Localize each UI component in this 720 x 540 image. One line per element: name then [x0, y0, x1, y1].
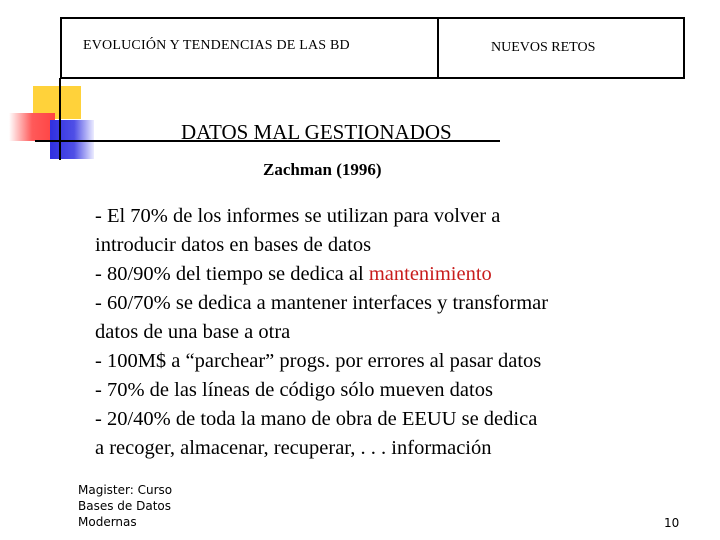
body-line-text: - 60/70% se dedica a mantener interfaces y transformar: [95, 292, 549, 314]
footer-line: Magister: Curso: [78, 483, 173, 497]
footer-course-label: [78, 482, 172, 530]
slide-body: [95, 202, 675, 463]
body-line: [95, 202, 675, 231]
page-number: 10: [664, 516, 680, 530]
slide-title: DATOS MAL GESTIONADOS: [181, 120, 452, 144]
body-line-text: a recoger, almacenar, recuperar, . . . información: [95, 437, 492, 459]
slide-subtitle: Zachman (1996): [263, 160, 382, 179]
footer-line: Bases de Datos: [78, 499, 171, 513]
body-line: [95, 347, 675, 376]
header-divider: [437, 17, 439, 79]
highlighted-word: mantenimiento: [368, 263, 492, 285]
body-line-text: - 80/90% del tiempo se dedica al: [95, 263, 369, 285]
body-line-text: datos de una base a otra: [95, 321, 291, 343]
header-section-title: NUEVOS RETOS: [491, 40, 596, 55]
body-line: [95, 289, 675, 318]
body-line: [95, 376, 675, 405]
body-line: [95, 318, 675, 347]
body-line: [95, 434, 675, 463]
body-line-text: introducir datos en bases de datos: [95, 234, 372, 256]
body-line-text: - El 70% de los informes se utilizan para volver a: [95, 205, 501, 227]
decorative-red-square: [9, 113, 55, 141]
decorative-vertical-line: [59, 78, 61, 160]
body-line-text: - 20/40% de toda la mano de obra de EEUU se dedica: [95, 408, 538, 430]
header-course-title: EVOLUCIÓN Y TENDENCIAS DE LAS BD: [83, 38, 350, 53]
body-line: [95, 231, 675, 260]
body-line-text: - 70% de las líneas de código sólo mueven datos: [95, 379, 493, 401]
body-line: [95, 405, 675, 434]
body-line-text: - 100M$ a “parchear” progs. por errores al pasar datos: [95, 350, 542, 372]
body-line: [95, 260, 675, 289]
footer-line: Modernas: [78, 515, 137, 529]
